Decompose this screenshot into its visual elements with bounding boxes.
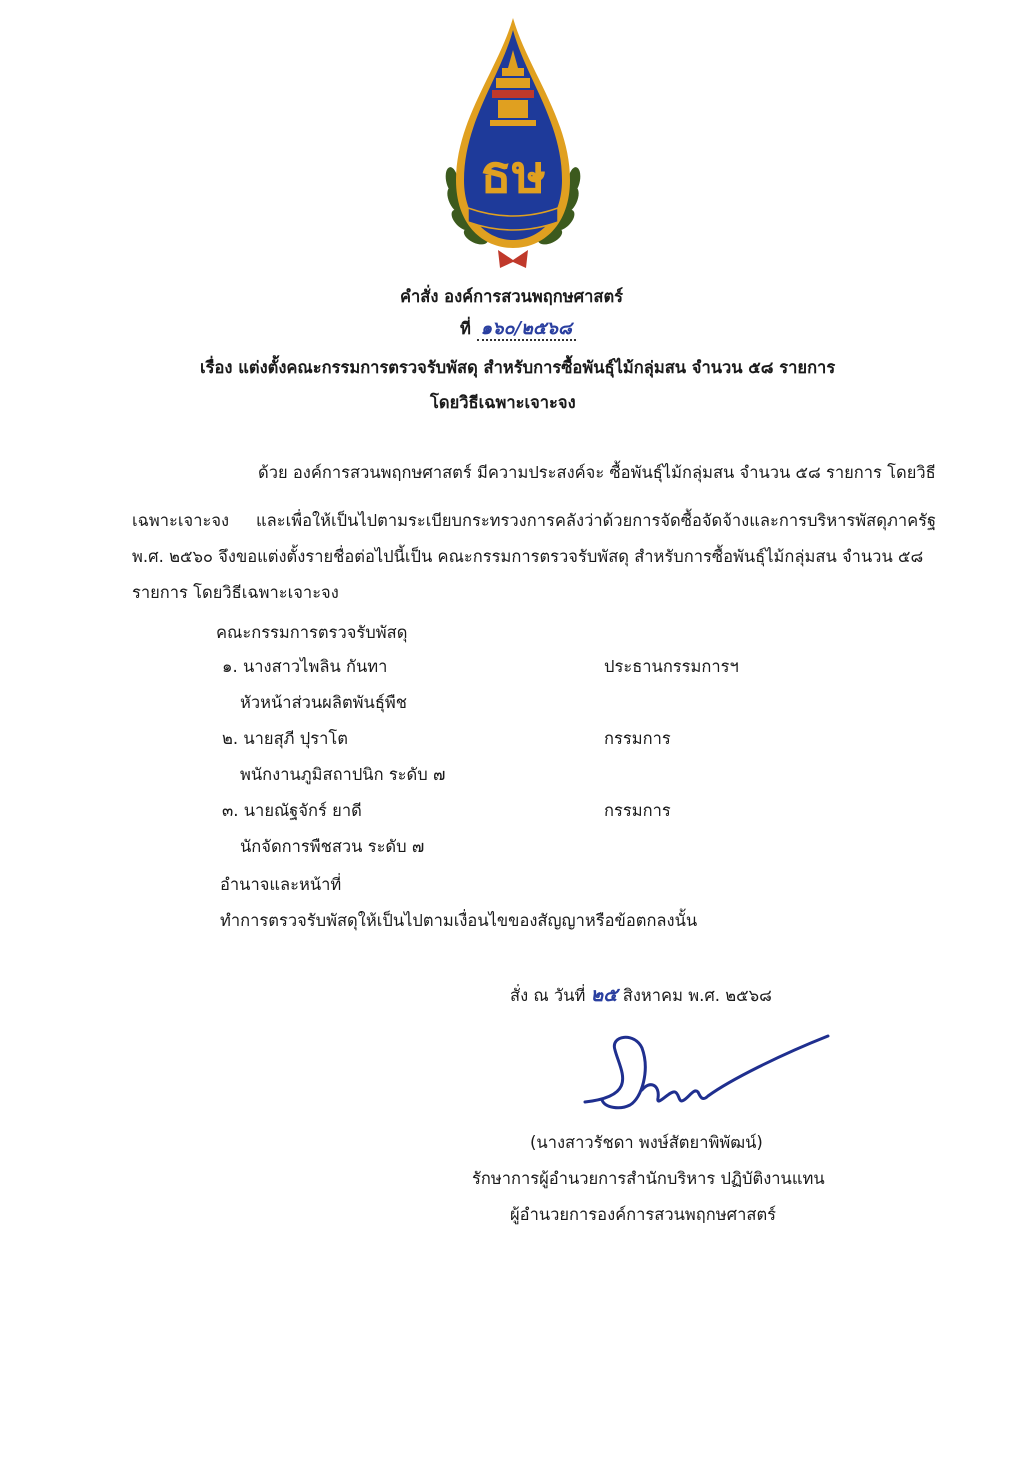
subject-line-1: เรื่อง แต่งตั้งคณะกรรมการตรวจรับพัสดุ สำหรับการซื้อพันธุ์ไม้กลุ่มสน จำนวน ๕๘ รายการ: [200, 358, 836, 377]
committee-heading: คณะกรรมการตรวจรับพัสดุ: [216, 623, 408, 642]
emblem-logo: [438, 10, 588, 272]
date-suffix: สิงหาคม พ.ศ. ๒๕๖๘: [622, 986, 772, 1005]
member-position: นักจัดการพืชสวน ระดับ ๗: [240, 837, 425, 856]
order-date: [510, 984, 772, 1007]
member-role: กรรมการ: [604, 801, 671, 820]
date-prefix: สั่ง ณ วันที่: [510, 986, 586, 1005]
body-line-1: ด้วย องค์การสวนพฤกษศาสตร์ มีความประสงค์จะ ซื้อพันธุ์ไม้กลุ่มสน จำนวน ๕๘ รายการ โดยวิธี: [258, 463, 936, 482]
svg-text:ธษ: ธษ: [479, 144, 547, 205]
member-name: ๑. นางสาวไพลิน กันทา: [222, 657, 388, 676]
order-number-value: ๑๖๐/๒๕๖๘: [477, 318, 576, 341]
subject-line-2: โดยวิธีเฉพาะเจาะจง: [430, 393, 576, 412]
order-title: คำสั่ง องค์การสวนพฤกษศาสตร์: [400, 287, 624, 306]
signature-icon: [580, 1030, 830, 1120]
member-position: พนักงานภูมิสถาปนิก ระดับ ๗: [240, 765, 446, 784]
body-line-4: รายการ โดยวิธีเฉพาะเจาะจง: [132, 583, 339, 602]
member-role: กรรมการ: [604, 729, 671, 748]
member-role: ประธานกรรมการฯ: [604, 657, 739, 676]
member-position: หัวหน้าส่วนผลิตพันธุ์พืช: [240, 693, 407, 712]
body-line-2a: เฉพาะเจาะจง: [132, 511, 230, 530]
order-number-prefix: ที่: [460, 319, 471, 338]
signer-title-1: รักษาการผู้อำนวยการสำนักบริหาร ปฏิบัติงานแทน: [472, 1169, 825, 1188]
member-name: ๒. นายสุภี ปุราโต: [222, 729, 348, 748]
signer-name: (นางสาวรัชดา พงษ์สัตยาพิพัฒน์): [530, 1133, 763, 1152]
duties-heading: อำนาจและหน้าที่: [220, 875, 342, 894]
member-name: ๓. นายณัฐจักร์ ยาดี: [222, 801, 362, 820]
date-day: ๒๕: [590, 984, 618, 1006]
order-number-row: [460, 318, 576, 340]
duties-text: ทำการตรวจรับพัสดุให้เป็นไปตามเงื่อนไขของสัญญาหรือข้อตกลงนั้น: [220, 911, 698, 930]
body-line-3: พ.ศ. ๒๕๖๐ จึงขอแต่งตั้งรายชื่อต่อไปนี้เป็น คณะกรรมการตรวจรับพัสดุ สำหรับการซื้อพันธุ์ไม้กลุ่มสน จำนวน ๕๘: [132, 547, 924, 566]
body-line-2b: และเพื่อให้เป็นไปตามระเบียบกระทรวงการคลังว่าด้วยการจัดซื้อจัดจ้างและการบริหารพัสดุภาครัฐ: [256, 511, 937, 530]
signer-title-2: ผู้อำนวยการองค์การสวนพฤกษศาสตร์: [510, 1205, 777, 1224]
